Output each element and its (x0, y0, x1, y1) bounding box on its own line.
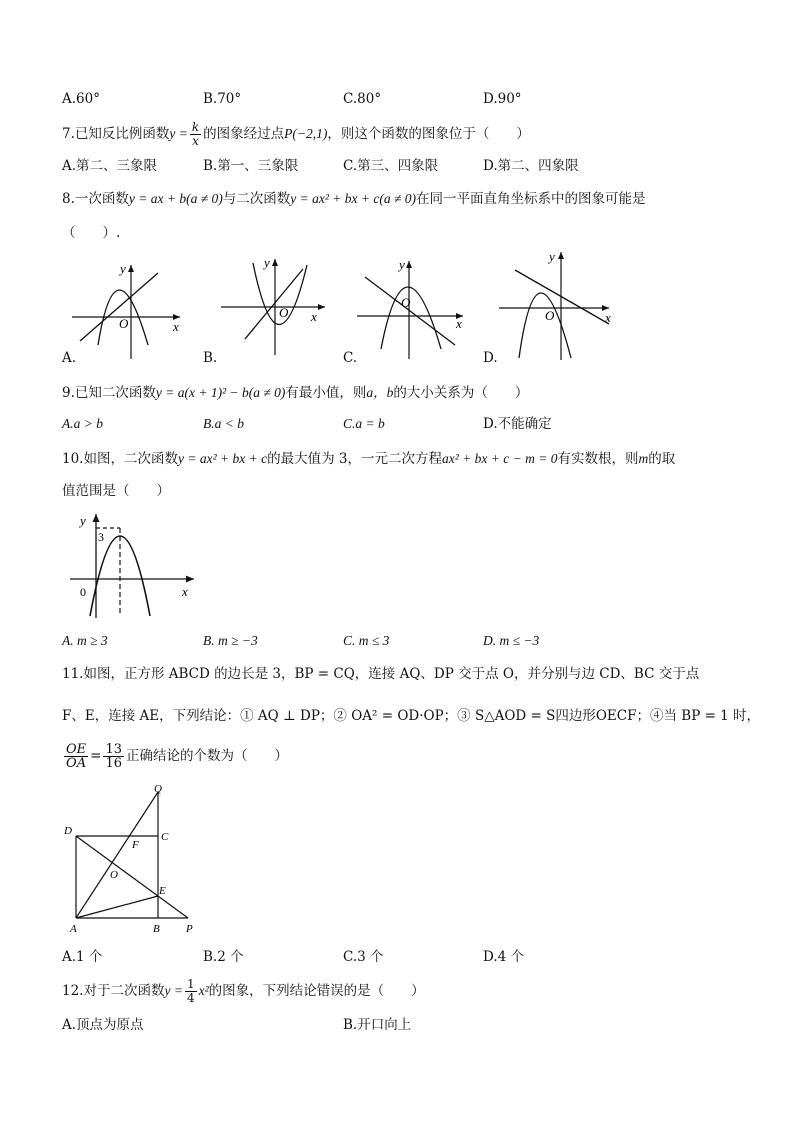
q9-stem: 9.已知二次函数y = a(x + 1)² − b(a ≠ 0)有最小值，则a，b的大小关系为（ ） (62, 385, 529, 401)
q8c-origin-label: O (401, 295, 411, 310)
q11-label-o: O (110, 869, 118, 881)
q8b-x-label: x (311, 309, 317, 324)
q6-option-a: A.60° (62, 91, 100, 107)
q11-label-d: D (64, 825, 72, 837)
q9-option-d: D.不能确定 (483, 416, 552, 432)
q8a-y-label: y (120, 261, 126, 276)
q8b-origin-label: O (279, 305, 289, 320)
q7-option-d: D.第二、四象限 (483, 158, 579, 174)
q7-stem: 7.已知反比例函数y = $\frac{k}{x}$ 的图象经过点P(−2,1)，则这个函数的图象位于（ ） (62, 120, 530, 148)
q7-option-c: C.第三、四象限 (343, 158, 439, 174)
q8-graph-a (62, 255, 192, 363)
q10-three-label: 3 (98, 530, 104, 544)
q8d-x-label: x (605, 310, 611, 325)
q8c-y-label: y (399, 257, 405, 272)
q8a-origin-label: O (119, 316, 129, 331)
q10-option-c: C. m ≤ 3 (343, 633, 390, 648)
q10-option-a: A. m ≥ 3 (62, 633, 108, 648)
q11-label-c: C (161, 831, 169, 843)
q6-option-b: B.70° (203, 91, 242, 107)
q11-label-b: B (153, 923, 160, 935)
q6-option-d: D.90° (483, 91, 522, 107)
q8-graph-b (203, 255, 333, 363)
q8-graph-d (483, 248, 621, 363)
q11-label-f: F (132, 839, 139, 851)
q11-figure (62, 784, 212, 938)
q11-label-a: A (70, 923, 77, 935)
q12-option-a: A.顶点为原点 (62, 1017, 144, 1033)
q10-y-label: y (80, 513, 86, 528)
q8-stem-cont: （ ）. (62, 225, 121, 241)
q12-stem: 12.对于二次函数y = $\frac{1}{4}$ x²的图象，下列结论错误的是（ ） (62, 977, 425, 1005)
q8-option-b: B. (203, 350, 218, 366)
q9-option-c: C.a = b (343, 416, 385, 431)
q8-graph-c (343, 255, 473, 363)
q11-option-d: D.4 个 (483, 949, 525, 965)
q7-option-b: B.第一、三象限 (203, 158, 299, 174)
q6-option-c: C.80° (343, 91, 382, 107)
q8c-x-label: x (456, 316, 462, 331)
q8d-origin-label: O (545, 308, 555, 323)
q9-option-b: B.a < b (203, 416, 244, 431)
q11-option-b: B.2 个 (203, 949, 244, 965)
q11-option-a: A.1 个 (62, 949, 103, 965)
q11-label-p: P (186, 923, 193, 935)
q11-stem-ratio: $\frac{OE}{OA}$ = $\frac{13}{16}$ 正确结论的个数为（ ） (66, 742, 289, 771)
q10-option-d: D. m ≤ −3 (483, 633, 540, 648)
q8b-y-label: y (264, 255, 270, 270)
q8a-x-label: x (173, 319, 179, 334)
q11-option-c: C.3 个 (343, 949, 384, 965)
q8-option-a: A. (62, 350, 77, 366)
q10-graph (62, 508, 202, 620)
q10-option-b: B. m ≥ −3 (203, 633, 258, 648)
q11-stem: 11.如图，正方形 ABCD 的边长是 3，BP = CQ，连接 AQ、DP 交于点 O，并分别与边 CD、BC 交于点 (62, 666, 700, 682)
q7-option-a: A.第二、三象限 (62, 158, 158, 174)
q8-option-c: C. (343, 350, 358, 366)
q11-label-e: E (159, 885, 166, 897)
q8d-y-label: y (549, 249, 555, 264)
q11-label-q: Q (154, 784, 162, 795)
q8-stem: 8.一次函数y = ax + b(a ≠ 0)与二次函数y = ax² + bx + c(a ≠ 0)在同一平面直角坐标系中的图象可能是 (62, 191, 646, 207)
q10-stem-cont: 值范围是（ ） (62, 483, 170, 499)
q10-stem: 10.如图，二次函数y = ax² + bx + c的最大值为 3，一元二次方程ax² + bx + c − m = 0有实数根，则m的取 (62, 451, 676, 467)
q9-option-a: A.a > b (62, 416, 103, 431)
q12-option-b: B.开口向上 (343, 1017, 412, 1033)
q11-stem-cont: F、E，连接 AE，下列结论：① AQ ⊥ DP；② OA² = OD·OP；③ S△AOD = S四边形OECF；④当 BP = 1 时， (62, 708, 761, 724)
q10-zero-label: 0 (80, 585, 86, 599)
q10-x-label: x (182, 584, 188, 599)
q8-option-d: D. (483, 350, 498, 366)
